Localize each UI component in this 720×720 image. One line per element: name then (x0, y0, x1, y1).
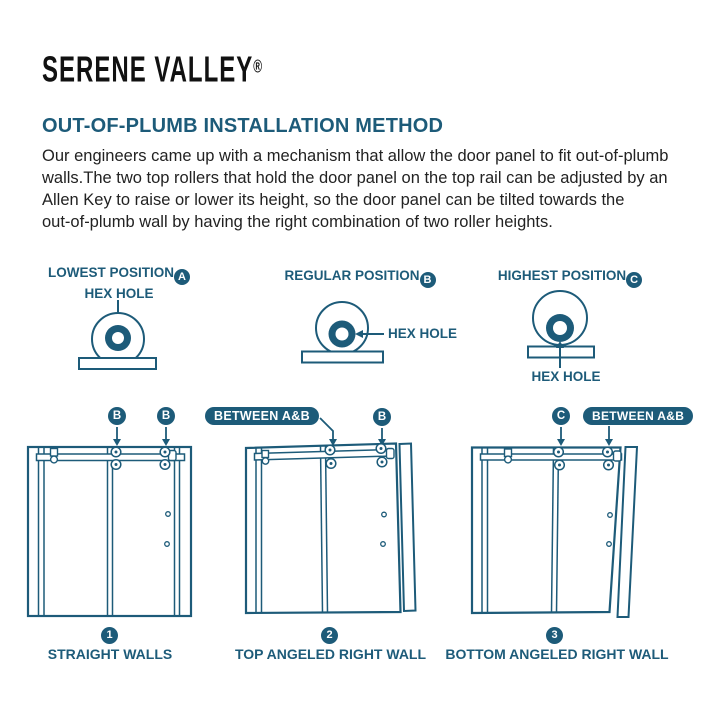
top-rail (79, 358, 156, 369)
panel-hole (608, 513, 613, 518)
position-a-badge: A (174, 269, 190, 285)
arrow-down-icon (162, 439, 170, 446)
callout-b-badge: B (157, 407, 175, 425)
brand-logo: SERENE VALLEY® (42, 50, 263, 91)
top-rail (302, 352, 383, 363)
rail-bracket (262, 451, 269, 458)
intro-paragraph-line: out-of-plumb wall by having the right combination of two roller heights. (42, 213, 553, 231)
roller-regular-diagram (302, 302, 384, 363)
arrow-down-icon (557, 439, 565, 446)
between-ab-badge: BETWEEN A&B (205, 407, 319, 425)
rail-bracket (387, 449, 395, 459)
straight-walls-caption: STRAIGHT WALLS (47, 646, 173, 662)
rail-bracket (51, 449, 58, 457)
panel-hole (607, 542, 612, 547)
arrow-down-icon (113, 439, 121, 446)
arrow-down-icon (605, 439, 613, 446)
panel-hole (381, 542, 386, 547)
registered-mark: ® (253, 56, 263, 77)
step-2-badge: 2 (321, 627, 338, 644)
highest-position-label: HIGHEST POSITION C (478, 267, 662, 288)
panel-hole (166, 512, 171, 517)
callout-c-badge: C (552, 407, 570, 425)
hex-hole-label: HEX HOLE (84, 286, 154, 301)
hex-hole-label: HEX HOLE (388, 326, 458, 341)
position-b-badge: B (420, 272, 436, 288)
intro-paragraph-line: Our engineers came up with a mechanism that allow the door panel to fit out-of-plumb (42, 147, 669, 165)
panel-hole (165, 542, 170, 547)
top-rail (481, 454, 622, 460)
roller-lowest-diagram (79, 300, 156, 369)
top-angled-caption: TOP ANGELED RIGHT WALL (234, 646, 427, 662)
hex-hole-label: HEX HOLE (531, 369, 601, 384)
callout-b-badge: B (373, 408, 391, 426)
bottom-angled-caption: BOTTOM ANGELED RIGHT WALL (445, 646, 669, 662)
rail-bracket (614, 451, 622, 461)
bottom-angled-wall-diagram (472, 426, 637, 617)
step-1-badge: 1 (101, 627, 118, 644)
tilted-wall (618, 447, 638, 617)
door-frame (246, 444, 401, 614)
panel-hole (382, 512, 387, 517)
lowest-position-label: LOWEST POSITION A HEX HOLE (38, 264, 200, 302)
step-3-badge: 3 (546, 627, 563, 644)
tilted-wall (400, 444, 416, 612)
intro-paragraph-line: Allen Key to raise or lower its height, so the door panel can be tilted towards the (42, 191, 625, 209)
page-title: OUT-OF-PLUMB INSTALLATION METHOD (42, 115, 444, 137)
regular-position-label: REGULAR POSITION B (267, 267, 453, 288)
position-c-badge: C (626, 272, 642, 288)
intro-paragraph-line: walls.The two top rollers that hold the door panel on the top rail can be adjusted by an (42, 169, 668, 187)
straight-walls-diagram (28, 427, 191, 616)
roller-highest-diagram (528, 291, 594, 368)
top-angled-wall-diagram (246, 418, 416, 613)
door-frame (28, 447, 191, 616)
rail-bracket (505, 449, 512, 457)
door-frame (472, 448, 621, 614)
between-ab-badge: BETWEEN A&B (583, 407, 693, 425)
callout-b-badge: B (108, 407, 126, 425)
